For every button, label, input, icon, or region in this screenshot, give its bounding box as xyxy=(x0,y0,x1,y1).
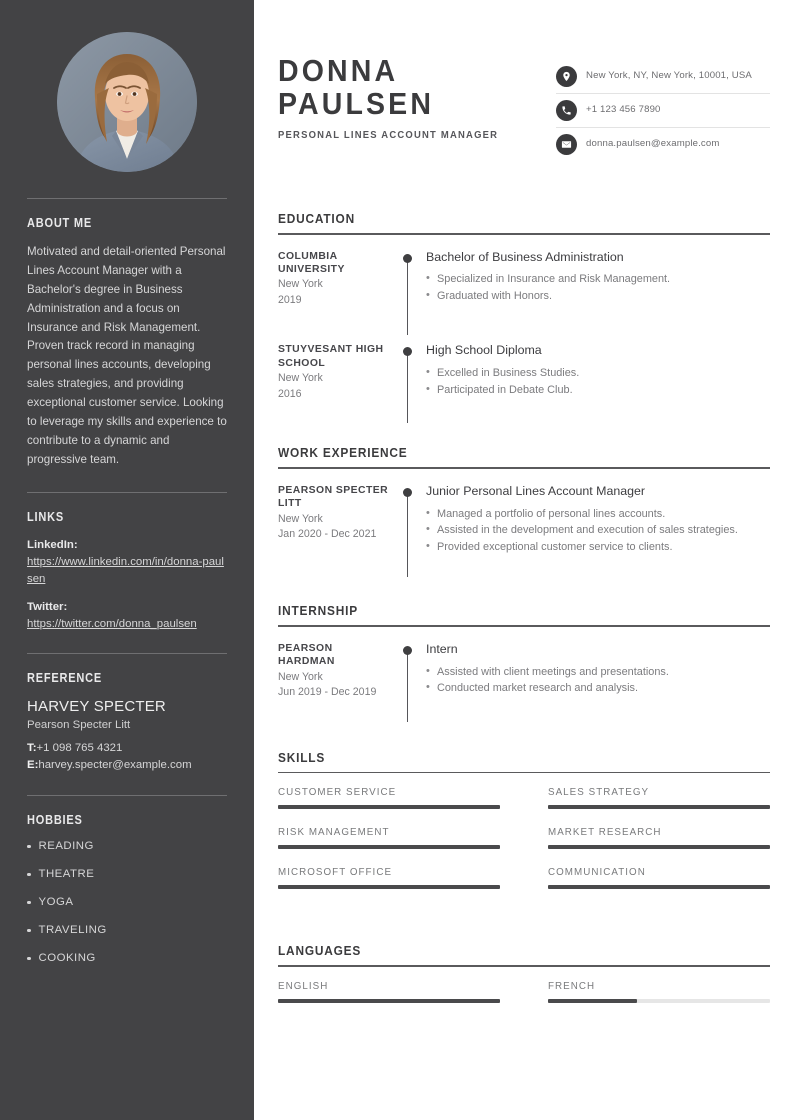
entry-body xyxy=(426,343,770,401)
timeline-dot-icon xyxy=(403,254,412,263)
hobby-label: THEATRE xyxy=(38,868,95,881)
envelope-icon xyxy=(556,134,577,155)
bullet-item: • Conducted market research and analysis. xyxy=(426,680,770,697)
education-entry xyxy=(278,250,770,308)
reference-heading: REFERENCE xyxy=(27,671,102,686)
skill-bar-track xyxy=(548,885,770,889)
reference-email-label: E: xyxy=(27,758,39,771)
divider xyxy=(27,198,227,199)
bullet-icon xyxy=(27,873,31,877)
phone-icon xyxy=(556,100,577,121)
language-item xyxy=(278,981,500,1003)
sidebar xyxy=(0,0,254,1120)
language-label: FRENCH xyxy=(548,981,596,993)
entry-dates: Jan 2020 - Dec 2021 xyxy=(278,528,377,541)
internship-section xyxy=(278,603,770,699)
bullet-item: • Managed a portfolio of personal lines accounts. xyxy=(426,506,770,523)
main-content xyxy=(254,0,794,1120)
languages-heading: LANGUAGES xyxy=(278,943,362,959)
entry-organization: PEARSON SPECTER LITT xyxy=(278,484,389,510)
skills-section xyxy=(278,750,770,908)
entry-body xyxy=(426,642,770,700)
hobbies-section xyxy=(27,795,227,964)
timeline-rail xyxy=(400,642,426,700)
entry-location: New York xyxy=(278,670,323,683)
entry-meta xyxy=(278,250,400,308)
language-bar-track xyxy=(548,999,770,1003)
entry-role: Junior Personal Lines Account Manager xyxy=(426,483,646,498)
reference-phone: +1 098 765 4321 xyxy=(36,742,123,755)
work-heading: WORK EXPERIENCE xyxy=(278,445,408,461)
entry-organization: STUYVESANT HIGH SCHOOL xyxy=(278,344,384,369)
bullet-item: • Assisted with client meetings and presentations. xyxy=(426,664,770,681)
timeline-dot-icon xyxy=(403,646,412,655)
identity-block xyxy=(278,54,523,141)
bullet-item: • Excelled in Business Studies. xyxy=(426,365,770,382)
section-rule xyxy=(278,965,770,967)
entry-meta xyxy=(278,343,400,401)
work-entry xyxy=(278,484,770,556)
entry-bullets xyxy=(426,664,770,697)
timeline-rail xyxy=(400,484,426,556)
reference-phone-row xyxy=(27,740,227,757)
skill-bar-fill xyxy=(548,845,770,849)
skill-bar-track xyxy=(278,885,500,889)
profile-photo-illustration xyxy=(57,32,197,172)
entry-meta xyxy=(278,642,400,700)
job-title: PERSONAL LINES ACCOUNT MANAGER xyxy=(278,129,499,142)
reference-email: harvey.specter@example.com xyxy=(38,758,192,771)
link-url[interactable]: https://www.linkedin.com/in/donna-paulsen xyxy=(27,555,224,585)
about-section xyxy=(27,198,227,470)
skill-item xyxy=(278,827,500,849)
hobby-item xyxy=(27,868,227,880)
language-bar-track xyxy=(278,999,500,1003)
skill-label: MARKET RESEARCH xyxy=(548,827,662,839)
skill-label: COMMUNICATION xyxy=(548,867,646,879)
bullet-item: • Graduated with Honors. xyxy=(426,288,770,305)
skill-item xyxy=(548,787,770,809)
entry-meta xyxy=(278,484,400,556)
skill-item xyxy=(278,867,500,889)
reference-company: Pearson Specter Litt xyxy=(27,719,131,732)
skill-bar-fill xyxy=(548,805,770,809)
entry-organization: PEARSON HARDMAN xyxy=(278,643,335,668)
timeline-dot-icon xyxy=(403,347,412,356)
skill-bar-track xyxy=(278,845,500,849)
timeline-rail xyxy=(400,250,426,308)
hobby-item xyxy=(27,840,227,852)
profile-photo xyxy=(57,32,197,172)
reference-phone-label: T: xyxy=(27,742,37,755)
entry-body xyxy=(426,250,770,308)
entry-role: High School Diploma xyxy=(426,343,542,358)
divider xyxy=(27,795,227,796)
entry-bullets xyxy=(426,506,770,556)
hobby-label: READING xyxy=(38,840,94,853)
skills-heading: SKILLS xyxy=(278,749,326,765)
timeline-rail xyxy=(400,343,426,401)
work-experience-section xyxy=(278,445,770,555)
bullet-item: • Specialized in Insurance and Risk Management. xyxy=(426,271,770,288)
entry-dates: 2019 xyxy=(278,293,302,306)
last-name: PAULSEN xyxy=(278,86,435,122)
section-rule xyxy=(278,467,770,469)
skill-label: SALES STRATEGY xyxy=(548,787,650,799)
hobby-item xyxy=(27,924,227,936)
reference-name: HARVEY SPECTER xyxy=(27,698,166,716)
bullet-item: • Participated in Debate Club. xyxy=(426,382,770,399)
hobby-label: TRAVELING xyxy=(38,924,107,937)
entry-role: Bachelor of Business Administration xyxy=(426,249,624,264)
bullet-icon xyxy=(27,929,31,933)
link-item-twitter xyxy=(27,599,227,633)
link-item-linkedin xyxy=(27,537,227,588)
skill-label: CUSTOMER SERVICE xyxy=(278,787,397,799)
contact-row-email xyxy=(556,128,770,161)
skills-grid xyxy=(278,787,770,907)
entry-body xyxy=(426,484,770,556)
hobby-label: YOGA xyxy=(38,896,74,909)
timeline-line xyxy=(407,650,408,722)
reference-email-row xyxy=(27,757,227,774)
bullet-icon xyxy=(27,845,31,849)
entry-organization: COLUMBIA UNIVERSITY xyxy=(278,250,345,275)
skill-item xyxy=(548,867,770,889)
language-label: ENGLISH xyxy=(278,981,329,993)
languages-section xyxy=(278,943,770,1003)
bullet-item: • Provided exceptional customer service to clients. xyxy=(426,539,770,556)
hobby-label: COOKING xyxy=(38,952,96,965)
skill-label: MICROSOFT OFFICE xyxy=(278,867,393,879)
contact-list xyxy=(556,60,770,161)
entry-dates: Jun 2019 - Dec 2019 xyxy=(278,686,377,699)
bullet-icon xyxy=(27,901,31,905)
skill-item xyxy=(278,787,500,809)
links-section xyxy=(27,492,227,634)
divider xyxy=(27,492,227,493)
section-rule xyxy=(278,772,770,774)
skill-item xyxy=(548,827,770,849)
language-bar-fill xyxy=(278,999,500,1003)
skill-bar-fill xyxy=(278,805,500,809)
language-bar-fill xyxy=(548,999,637,1003)
bullet-icon xyxy=(27,957,31,961)
contact-email: donna.paulsen@example.com xyxy=(586,138,720,150)
link-url[interactable]: https://twitter.com/donna_paulsen xyxy=(27,618,197,631)
entry-role: Intern xyxy=(426,642,458,657)
timeline-line xyxy=(407,351,408,423)
about-heading: ABOUT ME xyxy=(27,216,93,230)
section-rule xyxy=(278,625,770,627)
section-rule xyxy=(278,233,770,235)
timeline-dot-icon xyxy=(403,488,412,497)
links-heading: LINKS xyxy=(27,509,64,524)
contact-address: New York, NY, New York, 10001, USA xyxy=(586,70,752,82)
timeline-line xyxy=(407,492,408,578)
about-text: Motivated and detail-oriented Personal Lines Account Manager with a Bachelor's degree in Business Administration and a focus on Insurance and Risk Management. Proven track record in managing personal lines accounts, developing sales strategies, and providing exceptional customer service. Looking to leverage my skills and experience to contribute to a dynamic and progressive team. xyxy=(27,245,227,466)
link-label: Twitter: xyxy=(27,601,68,614)
skill-bar-fill xyxy=(278,845,500,849)
contact-phone: +1 123 456 7890 xyxy=(586,104,661,116)
skill-bar-fill xyxy=(278,885,500,889)
education-heading: EDUCATION xyxy=(278,211,355,226)
timeline-line xyxy=(407,258,408,336)
contact-row-address xyxy=(556,60,770,94)
languages-grid xyxy=(278,981,770,1003)
skill-label: RISK MANAGEMENT xyxy=(278,827,390,839)
skill-bar-track xyxy=(548,805,770,809)
skill-bar-track xyxy=(548,845,770,849)
skill-bar-fill xyxy=(548,885,770,889)
resume-header xyxy=(278,0,770,161)
entry-bullets xyxy=(426,365,770,398)
education-entry xyxy=(278,343,770,401)
language-item xyxy=(548,981,770,1003)
entry-location: New York xyxy=(278,512,323,525)
first-name: DONNA xyxy=(278,53,399,88)
internship-entry xyxy=(278,642,770,700)
hobby-item xyxy=(27,896,227,908)
divider xyxy=(27,653,227,654)
internship-heading: INTERNSHIP xyxy=(278,603,358,619)
entry-location: New York xyxy=(278,278,323,291)
hobbies-heading: HOBBIES xyxy=(27,813,83,828)
entry-location: New York xyxy=(278,372,323,385)
contact-row-phone xyxy=(556,94,770,128)
bullet-item: • Assisted in the development and execution of sales strategies. xyxy=(426,522,770,539)
hobby-item xyxy=(27,952,227,964)
entry-bullets xyxy=(426,271,770,304)
link-label: LinkedIn: xyxy=(27,538,78,551)
entry-dates: 2016 xyxy=(278,387,302,400)
skill-bar-track xyxy=(278,805,500,809)
reference-section xyxy=(27,653,227,773)
education-section xyxy=(278,211,770,401)
location-pin-icon xyxy=(556,66,577,87)
